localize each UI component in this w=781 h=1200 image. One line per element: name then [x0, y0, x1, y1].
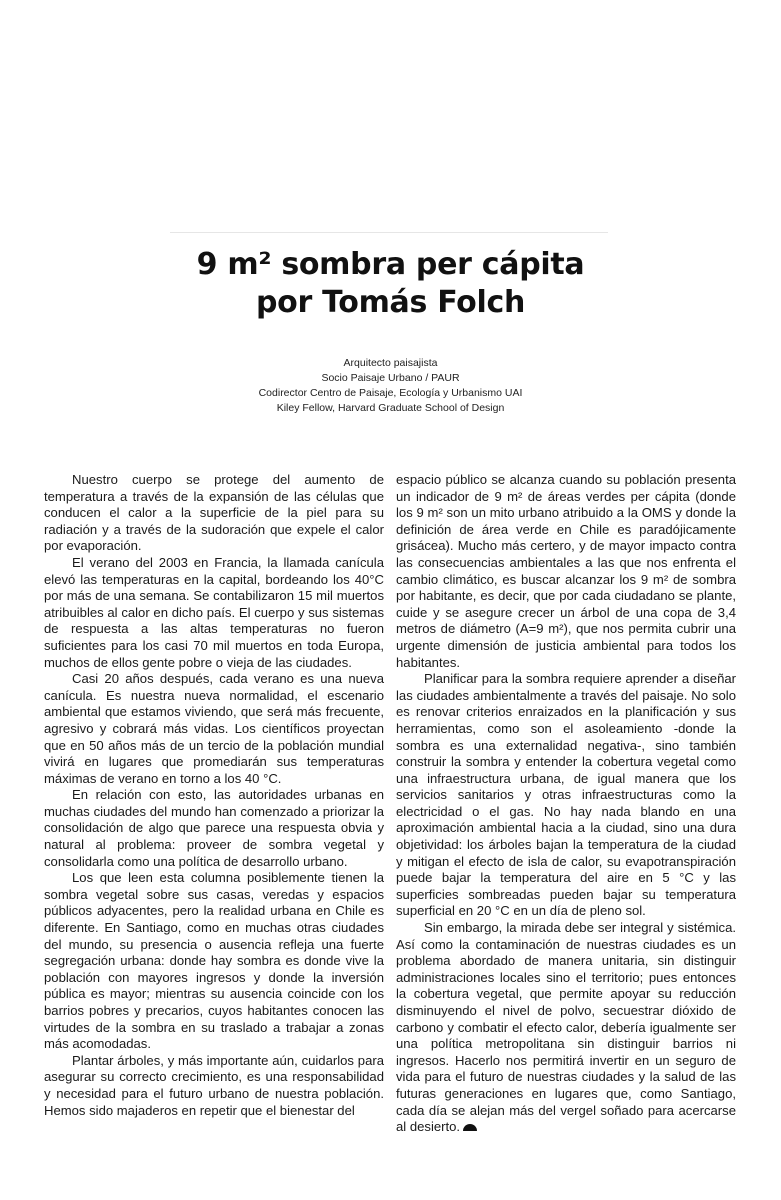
credit-line: Arquitecto paisajista — [343, 357, 438, 369]
credit-line: Kiley Fellow, Harvard Graduate School of Design — [276, 402, 505, 414]
body-column-left — [44, 472, 384, 1119]
title-line-1: 9 m² sombra per cápita — [196, 247, 585, 282]
paragraph-text: Sin embargo, la mirada debe ser integral y sistémica. Así como la contaminación de nuestras ciudades es un problema abordado de manera unitaria, sin distinguir administraciones locales sino el territorio; pues entonces la cobertura vegetal, que permite apoyar su reducción disminuyendo el nivel de polvo, secuestrar dióxido de carbono y combatir el efecto calor, debería igualmente ser una política metropolitana sin distinguir barrios ni ingresos. Hacerlo nos permitirá invertir en un seguro de vida para el futuro de nuestras ciudades y la salud de las futuras generaciones en lugares que, como Santiago, cada día se alejan más del vergel soñado para acercarse al desierto. — [396, 920, 736, 1135]
paragraph: El verano del 2003 en Francia, la llamada canícula elevó las temperaturas en la capital, bordeando los 40°C por más de una semana. Se contabilizaron 15 mil muertos atribuibles al calor en dicho país. El cuerpo y sus sistemas de respuesta a las altas temperaturas no fueron suficientes para los casi 70 mil muertos en toda Europa, muchos de ellos gente pobre o vieja de las ciudades. — [44, 554, 384, 670]
paragraph-continued: espacio público se alcanza cuando su población presenta un indicador de 9 m² de áreas verdes per cápita (donde los 9 m² son un mito urbano atribuido a la OMS y donde la definición de área verde en Chile es paradójicamente grisácea). Mucho más certero, y de mayor impacto contra las consecuencias ambientales a las que nos enfrenta el cambio climático, es buscar alcanzar los 9 m² de sombra por habitante, es decir, que por cada ciudadano se plante, cuide y se asegure crecer un árbol de una copa de 3,4 metros de diámetro (A=9 m²), que nos permita cubrir una urgente dimensión de justicia ambiental para todos los habitantes. — [396, 472, 736, 670]
header-divider — [170, 232, 608, 233]
credit-line: Codirector Centro de Paisaje, Ecología y Urbanismo UAI — [258, 387, 523, 399]
paragraph — [396, 920, 736, 1136]
author-credits — [0, 356, 781, 416]
paragraph: Casi 20 años después, cada verano es una nueva canícula. Es nuestra nueva normalidad, el escenario ambiental que estamos viviendo, que será más frecuente, agresivo y cobrará más vidas. Los científicos proyectan que en 50 años más de un tercio de la población mundial vivirá en lugares que promediarán sus temperaturas máximas de verano en torno a los 40 °C. — [44, 671, 384, 786]
article-title — [0, 246, 781, 322]
title-line-2: por Tomás Folch — [255, 285, 526, 320]
end-of-article-icon — [463, 1124, 477, 1131]
paragraph: Planificar para la sombra requiere aprender a diseñar las ciudades ambientalmente a través del paisaje. No solo es renovar criterios enraizados en la planificación y sus herramientas, como son el asoleamiento -donde la sombra es una externalidad negativa-, sino también construir la sombra y entender la cobertura vegetal como una infraestructura urbana, de igual manera que los servicios sanitarios y otras infraestructuras como la electricidad o el gas. No hay nada blando en una aproximación ambiental hacia a la ciudad, sino una dura objetividad: los árboles bajan la temperatura de la ciudad y mitigan el efecto de isla de calor, su evapotranspiración puede bajar la temperatura del aire en 5 °C y las superficies sombreadas pueden bajar su temperatura superficial en 20 °C en un día de pleno sol. — [396, 671, 736, 919]
paragraph: En relación con esto, las autoridades urbanas en muchas ciudades del mundo han comenzado a priorizar la consolidación de algo que parece una respuesta obvia y natural al problema: proveer de sombra vegetal y consolidarla como una política de desarrollo urbano. — [44, 787, 384, 869]
paragraph: Los que leen esta columna posiblemente tienen la sombra vegetal sobre sus casas, veredas y espacios públicos adyacentes, pero la realidad urbana en Chile es diferente. En Santiago, como en muchas otras ciudades del mundo, su presencia o ausencia refleja una fuerte segregación urbana: donde hay sombra es donde vive la población con mayores ingresos y donde la inversión pública es mayor; mientras su ausencia coincide con los barrios pobres y precarios, cuyos habitantes conocen las virtudes de la sombra en su traslado a trabajar a zonas más acomodadas. — [44, 870, 384, 1052]
body-column-right — [396, 472, 736, 1136]
paragraph: Nuestro cuerpo se protege del aumento de temperatura a través de la expansión de las células que conducen el calor a la superficie de la piel para su radiación y a través de la sudoración que expele el calor por evaporación. — [44, 472, 384, 554]
credit-line: Socio Paisaje Urbano / PAUR — [321, 372, 460, 384]
paragraph: Plantar árboles, y más importante aún, cuidarlos para asegurar su correcto crecimiento, es una responsabilidad y necesidad para el futuro urbano de nuestra población. Hemos sido majaderos en repetir que el bienestar del — [44, 1052, 384, 1118]
